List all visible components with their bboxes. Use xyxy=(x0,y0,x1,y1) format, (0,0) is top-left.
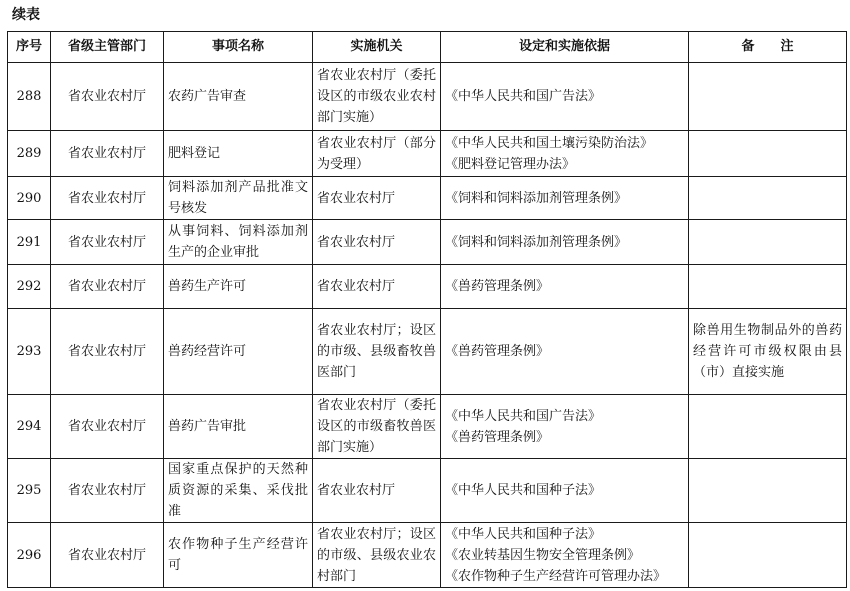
header-remarks: 备 注 xyxy=(689,32,847,63)
serial-number-cell: 292 xyxy=(8,265,51,309)
legal-basis-cell xyxy=(441,395,689,459)
remarks-cell xyxy=(689,309,847,395)
legal-basis-cell xyxy=(441,459,689,523)
remarks-cell xyxy=(689,265,847,309)
serial-number-cell: 295 xyxy=(8,459,51,523)
legal-basis-cell xyxy=(441,523,689,588)
remarks-cell xyxy=(689,220,847,265)
table-row xyxy=(8,177,847,220)
item-name-cell xyxy=(164,395,313,459)
implementing-agency-line: 部门实施） xyxy=(317,440,383,455)
implementing-agency-line: 省农业农村厅 xyxy=(317,234,396,250)
legal-basis-line: 《中华人民共和国广告法》 xyxy=(445,408,602,424)
implementing-agency-line: 的市级、县级农业农 xyxy=(317,547,436,563)
implementing-agency-line: 设区的市级畜牧兽医 xyxy=(317,419,436,434)
item-name-line: 农药广告审查 xyxy=(168,89,247,104)
implementing-agency-line: 省农业农村厅 xyxy=(317,190,396,206)
legal-basis-line: 《兽药管理条例》 xyxy=(445,279,550,294)
item-name-cell xyxy=(164,265,313,309)
header-item-name: 事项名称 xyxy=(164,32,313,63)
remarks-cell xyxy=(689,459,847,523)
item-name-line: 肥料登记 xyxy=(168,146,221,161)
department-cell: 省农业农村厅 xyxy=(51,63,164,131)
implementing-agency-line: 省农业农村厅 xyxy=(317,483,396,498)
legal-basis-line: 《中华人民共和国种子法》 xyxy=(445,526,602,542)
item-name-line: 生产的企业审批 xyxy=(168,245,260,260)
table-row xyxy=(8,459,847,523)
department-cell: 省农业农村厅 xyxy=(51,220,164,265)
legal-basis-line: 《肥料登记管理办法》 xyxy=(445,156,576,172)
remarks-cell xyxy=(689,63,847,131)
table-row xyxy=(8,309,847,395)
implementing-agency-line: 的市级、县级畜牧兽 xyxy=(317,344,436,359)
implementing-agency-line: 部门实施） xyxy=(317,110,383,125)
legal-basis-cell xyxy=(441,131,689,177)
item-name-cell xyxy=(164,63,313,131)
legal-basis-line: 《饲料和饲料添加剂管理条例》 xyxy=(445,234,628,250)
table-row xyxy=(8,131,847,177)
implementing-agency-cell xyxy=(313,131,441,177)
item-name-cell xyxy=(164,220,313,265)
item-name-cell xyxy=(164,523,313,588)
legal-basis-cell xyxy=(441,220,689,265)
item-name-line: 饲料添加剂产品批准文 xyxy=(168,180,308,195)
remarks-cell xyxy=(689,177,847,220)
department-cell: 省农业农村厅 xyxy=(51,459,164,523)
table-row xyxy=(8,63,847,131)
implementing-agency-cell xyxy=(313,265,441,309)
implementing-agency-line: 省农业农村厅（委托 xyxy=(317,68,436,83)
table-row xyxy=(8,220,847,265)
department-cell: 省农业农村厅 xyxy=(51,131,164,177)
item-name-cell xyxy=(164,177,313,220)
item-name-line: 号核发 xyxy=(168,201,208,216)
legal-basis-line: 《中华人民共和国种子法》 xyxy=(445,483,602,498)
implementing-agency-line: 设区的市级农业农村 xyxy=(317,89,436,104)
implementing-agency-line: 医部门 xyxy=(317,365,357,380)
serial-number-cell: 290 xyxy=(8,177,51,220)
item-name-line: 兽药经营许可 xyxy=(168,344,247,359)
serial-number-cell: 293 xyxy=(8,309,51,395)
serial-number-cell: 288 xyxy=(8,63,51,131)
item-name-cell xyxy=(164,459,313,523)
implementing-agency-cell xyxy=(313,177,441,220)
table-row xyxy=(8,523,847,588)
remarks-line: （市）直接实施 xyxy=(693,365,785,380)
remarks-cell xyxy=(689,395,847,459)
implementing-agency-line: 村部门 xyxy=(317,568,357,584)
remarks-cell xyxy=(689,523,847,588)
header-department: 省级主管部门 xyxy=(51,32,164,63)
legal-basis-line: 《农业转基因生物安全管理条例》 xyxy=(445,547,641,563)
serial-number-cell: 291 xyxy=(8,220,51,265)
implementing-agency-cell xyxy=(313,395,441,459)
implementing-agency-cell xyxy=(313,459,441,523)
item-name-line: 兽药生产许可 xyxy=(168,279,247,294)
continued-table-label: 续表 xyxy=(12,7,40,23)
legal-basis-cell xyxy=(441,309,689,395)
implementing-agency-line: 省农业农村厅 xyxy=(317,279,396,294)
item-name-cell xyxy=(164,131,313,177)
remarks-cell xyxy=(689,131,847,177)
item-name-line: 可 xyxy=(168,558,182,573)
legal-basis-line: 《兽药管理条例》 xyxy=(445,429,550,445)
header-serial-number: 序号 xyxy=(8,32,51,63)
legal-basis-line: 《中华人民共和国广告法》 xyxy=(445,89,602,104)
legal-basis-cell xyxy=(441,265,689,309)
legal-basis-cell xyxy=(441,63,689,131)
header-implementing-agency: 实施机关 xyxy=(313,32,441,63)
implementing-agency-line: 省农业农村厅（部分 xyxy=(317,135,436,151)
item-name-cell xyxy=(164,309,313,395)
department-cell: 省农业农村厅 xyxy=(51,523,164,588)
legal-basis-line: 《农作物种子生产经营许可管理办法》 xyxy=(445,568,667,584)
serial-number-cell: 294 xyxy=(8,395,51,459)
remarks-line: 除兽用生物制品外的兽药 xyxy=(693,323,842,338)
implementing-agency-cell xyxy=(313,220,441,265)
department-cell: 省农业农村厅 xyxy=(51,395,164,459)
item-name-line: 从事饲料、饲料添加剂 xyxy=(168,224,308,239)
department-cell: 省农业农村厅 xyxy=(51,177,164,220)
serial-number-cell: 289 xyxy=(8,131,51,177)
implementing-agency-cell xyxy=(313,63,441,131)
item-name-line: 质资源的采集、采伐批 xyxy=(168,483,308,498)
table-row xyxy=(8,265,847,309)
item-name-line: 兽药广告审批 xyxy=(168,419,247,434)
item-name-line: 国家重点保护的天然种 xyxy=(168,462,308,477)
legal-basis-line: 《饲料和饲料添加剂管理条例》 xyxy=(445,190,628,206)
department-cell: 省农业农村厅 xyxy=(51,265,164,309)
legal-basis-cell xyxy=(441,177,689,220)
department-cell: 省农业农村厅 xyxy=(51,309,164,395)
item-name-line: 准 xyxy=(168,504,182,519)
legal-basis-line: 《中华人民共和国土壤污染防治法》 xyxy=(445,135,654,151)
remarks-line: 经营许可市级权限由县 xyxy=(693,344,842,359)
implementing-agency-line: 省农业农村厅；设区 xyxy=(317,323,436,338)
implementing-agency-line: 为受理） xyxy=(317,156,370,172)
table-header-row xyxy=(8,32,847,63)
administrative-items-table xyxy=(7,31,847,588)
table-row xyxy=(8,395,847,459)
item-name-line: 农作物种子生产经营许 xyxy=(168,537,308,552)
implementing-agency-line: 省农业农村厅；设区 xyxy=(317,526,436,542)
implementing-agency-line: 省农业农村厅（委托 xyxy=(317,398,436,413)
table-body xyxy=(8,63,847,588)
legal-basis-line: 《兽药管理条例》 xyxy=(445,344,550,359)
implementing-agency-cell xyxy=(313,309,441,395)
implementing-agency-cell xyxy=(313,523,441,588)
header-legal-basis: 设定和实施依据 xyxy=(441,32,689,63)
serial-number-cell: 296 xyxy=(8,523,51,588)
